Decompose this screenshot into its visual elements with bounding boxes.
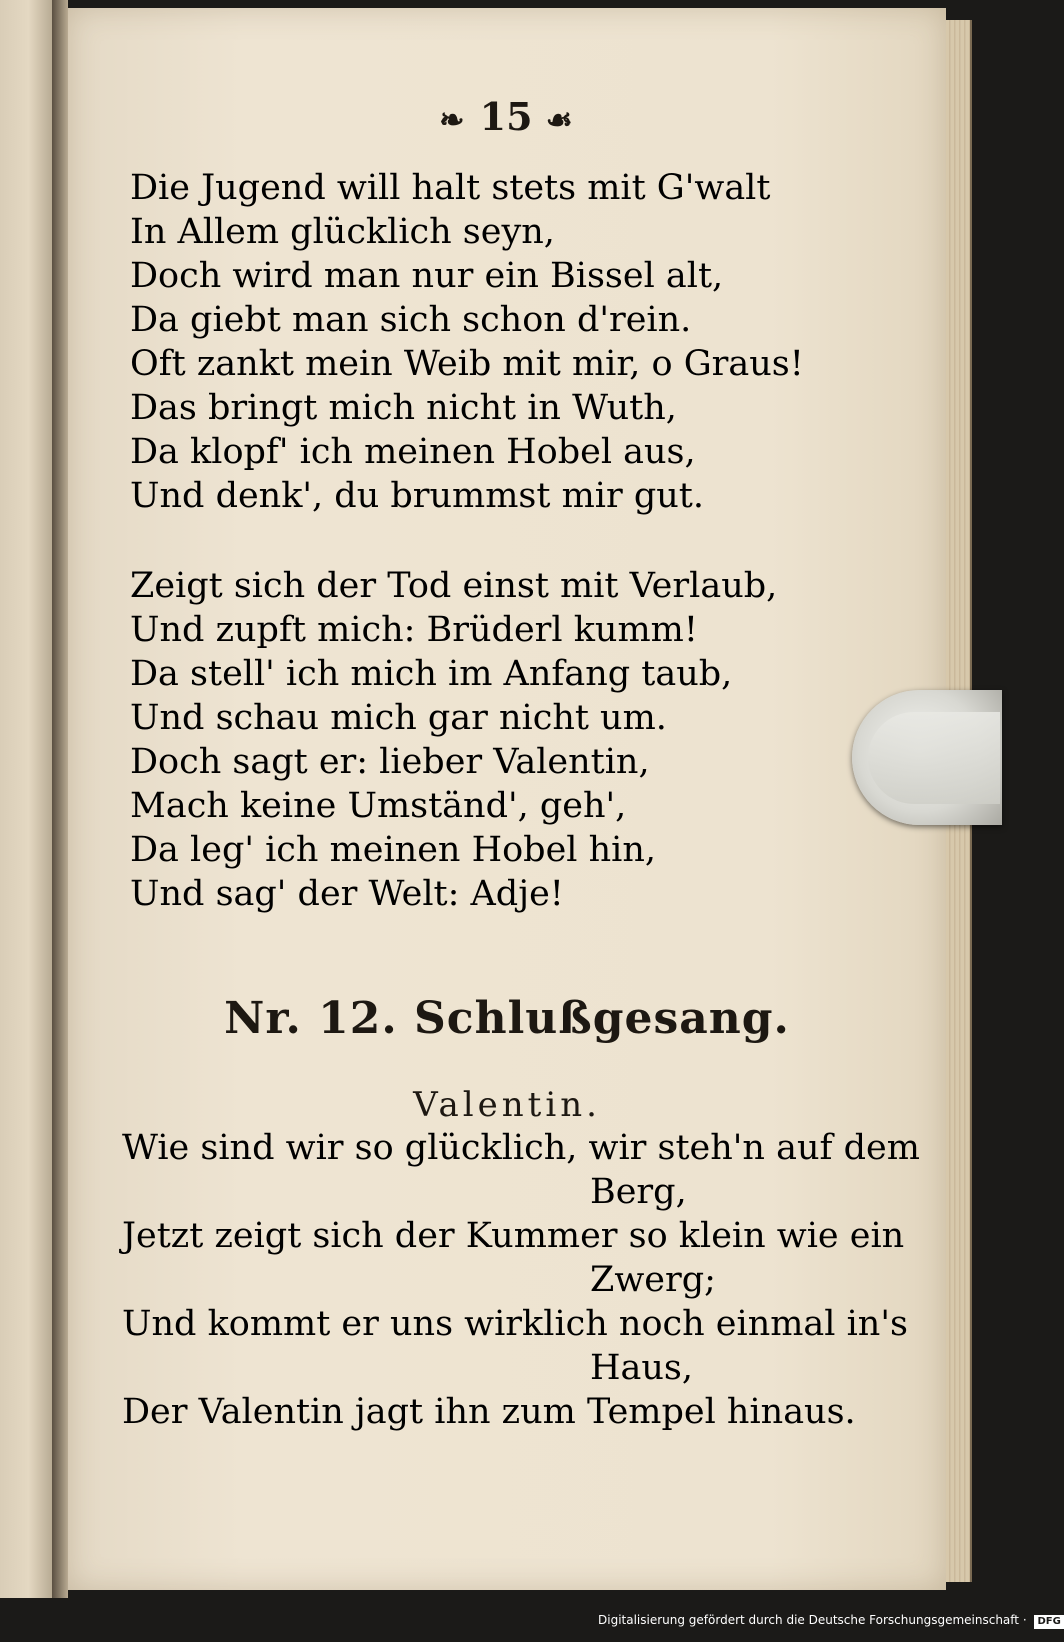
verse-line: Oft zankt mein Weib mit mir, o Graus! <box>130 344 804 384</box>
verse-line: Doch sagt er: lieber Valentin, <box>130 742 650 782</box>
stanza-1 <box>130 166 910 518</box>
digitization-footer <box>598 1608 1061 1632</box>
footer-text: Digitalisierung gefördert durch die Deutsche Forschungsgemeinschaft · <box>598 1613 1027 1627</box>
song-line-continuation: Zwerg; <box>590 1260 716 1300</box>
section-title: Nr. 12. Schlußgesang. <box>224 993 790 1044</box>
song-line: Der Valentin jagt ihn zum Tempel hinaus. <box>122 1392 856 1432</box>
song-line: Und kommt er uns wirklich noch einmal in's <box>122 1304 908 1344</box>
verse-line: Die Jugend will halt stets mit G'walt <box>130 168 771 208</box>
verse-line: Und sag' der Welt: Adje! <box>130 874 564 914</box>
verse-line: Und schau mich gar nicht um. <box>130 698 667 738</box>
verse-line: Doch wird man nur ein Bissel alt, <box>130 256 724 296</box>
verse-line: Das bringt mich nicht in Wuth, <box>130 388 677 428</box>
speaker-name: Valentin. <box>413 1085 601 1125</box>
verse-line: In Allem glücklich seyn, <box>130 212 555 252</box>
stanza-2 <box>130 564 910 916</box>
ornament-left-icon: ❧ <box>439 103 467 138</box>
ornament-right-icon: ☙ <box>545 103 575 138</box>
book-page <box>68 8 946 1590</box>
verse-line: Mach keine Umständ', geh', <box>130 786 627 826</box>
verse-line: Da klopf' ich meinen Hobel aus, <box>130 432 696 472</box>
verse-line: Zeigt sich der Tod einst mit Verlaub, <box>130 566 778 606</box>
page-number: 15 <box>479 94 533 139</box>
song-line-continuation: Haus, <box>590 1348 694 1388</box>
left-page-edge <box>0 0 54 1598</box>
book-gutter <box>52 0 68 1598</box>
verse-line: Und zupft mich: Brüderl kumm! <box>130 610 698 650</box>
page-clip-inner <box>868 712 1000 804</box>
verse-line: Da stell' ich mich im Anfang taub, <box>130 654 733 694</box>
dfg-logo: DFG <box>1034 1615 1063 1629</box>
verse-line: Da leg' ich meinen Hobel hin, <box>130 830 657 870</box>
song-line: Jetzt zeigt sich der Kummer so klein wie ein <box>122 1216 905 1256</box>
verse-line: Und denk', du brummst mir gut. <box>130 476 704 516</box>
page-header <box>68 94 946 139</box>
closing-song <box>122 1126 920 1434</box>
verse-line: Da giebt man sich schon d'rein. <box>130 300 692 340</box>
song-line: Wie sind wir so glücklich, wir steh'n auf dem <box>122 1128 920 1168</box>
song-line-continuation: Berg, <box>590 1172 687 1212</box>
